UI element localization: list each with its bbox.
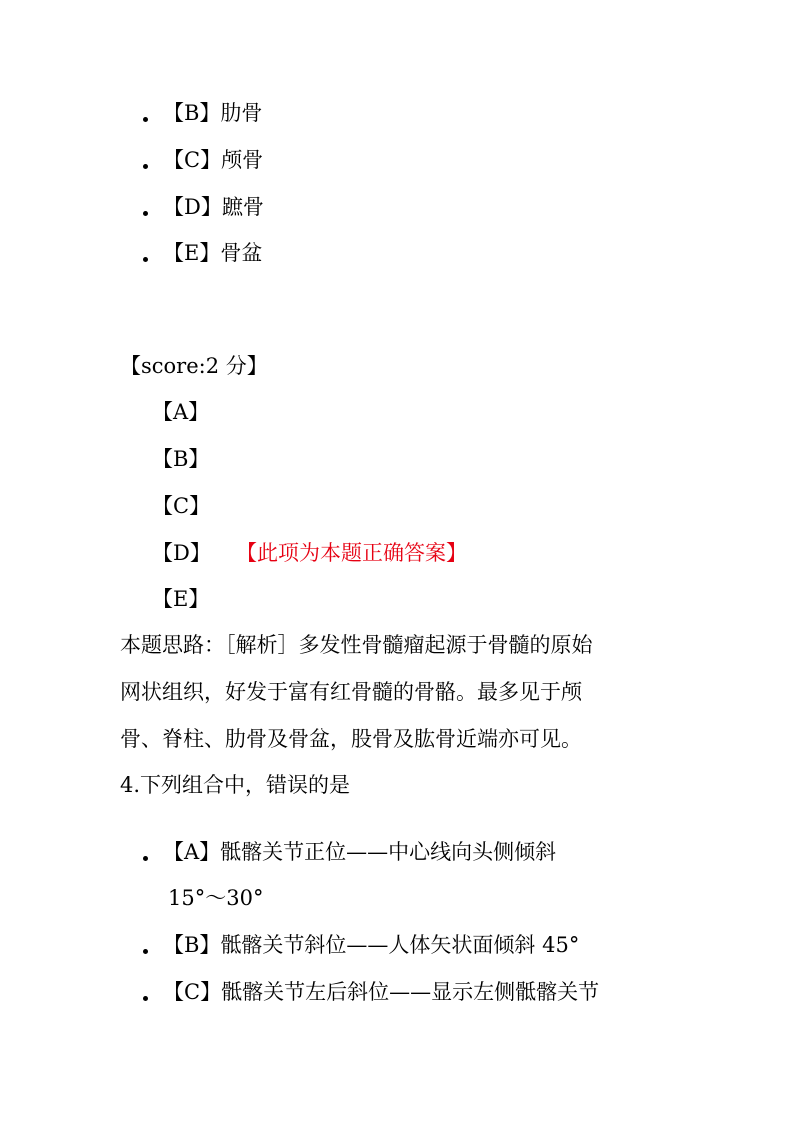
option-b — [163, 103, 262, 124]
option-label: 【E】 — [163, 241, 221, 265]
bullet-icon — [143, 211, 148, 216]
q4-option-c — [163, 982, 599, 1003]
explanation-line: 骨、脊柱、肋骨及骨盆，股骨及肱骨近端亦可见。 — [120, 727, 582, 751]
option-label: 【B】 — [163, 101, 221, 125]
answer-d — [152, 543, 211, 564]
answer-c: 【C】 — [152, 494, 211, 518]
answer-a: 【A】 — [152, 400, 210, 424]
bullet-icon — [143, 856, 148, 861]
option-text: 肋骨 — [220, 101, 263, 125]
bullet-icon — [143, 949, 148, 954]
option-label: 【B】 — [163, 933, 221, 957]
bullet-icon — [143, 996, 148, 1001]
bullet-icon — [143, 164, 148, 169]
option-c — [163, 150, 263, 171]
answer-b: 【B】 — [152, 447, 210, 471]
answer-e: 【E】 — [152, 587, 210, 611]
bullet-icon — [143, 257, 148, 262]
correct-answer-note: 【此项为本题正确答案】 — [236, 541, 467, 565]
explanation-line: 本题思路：［解析］多发性骨髓瘤起源于骨髓的原始 — [120, 633, 593, 657]
option-label: 【D】 — [163, 195, 222, 219]
option-label: 【C】 — [163, 148, 222, 172]
explanation-line: 网状组织，好发于富有红骨髓的骨骼。最多见于颅 — [120, 680, 582, 704]
q4-option-a-continuation: 15°～30° — [168, 886, 264, 910]
option-label: 【C】 — [163, 980, 222, 1004]
option-text: 骶髂关节斜位——人体矢状面倾斜 45° — [220, 933, 580, 957]
q4-option-b — [163, 935, 579, 956]
q4-option-a — [163, 842, 556, 863]
bullet-icon — [143, 117, 148, 122]
option-text: 骶髂关节左后斜位——显示左侧骶髂关节 — [221, 980, 600, 1004]
answer-d-label: 【D】 — [152, 541, 211, 565]
option-text: 骶髂关节正位——中心线向头侧倾斜 — [220, 840, 557, 864]
option-d — [163, 197, 264, 218]
score-label: 【score:2 分】 — [120, 354, 268, 378]
option-label: 【A】 — [163, 840, 221, 864]
option-text: 颅骨 — [221, 148, 264, 172]
option-e — [163, 243, 262, 264]
option-text: 骨盆 — [220, 241, 263, 265]
question-title: 4.下列组合中，错误的是 — [120, 773, 351, 797]
option-text: 蹠骨 — [221, 195, 264, 219]
